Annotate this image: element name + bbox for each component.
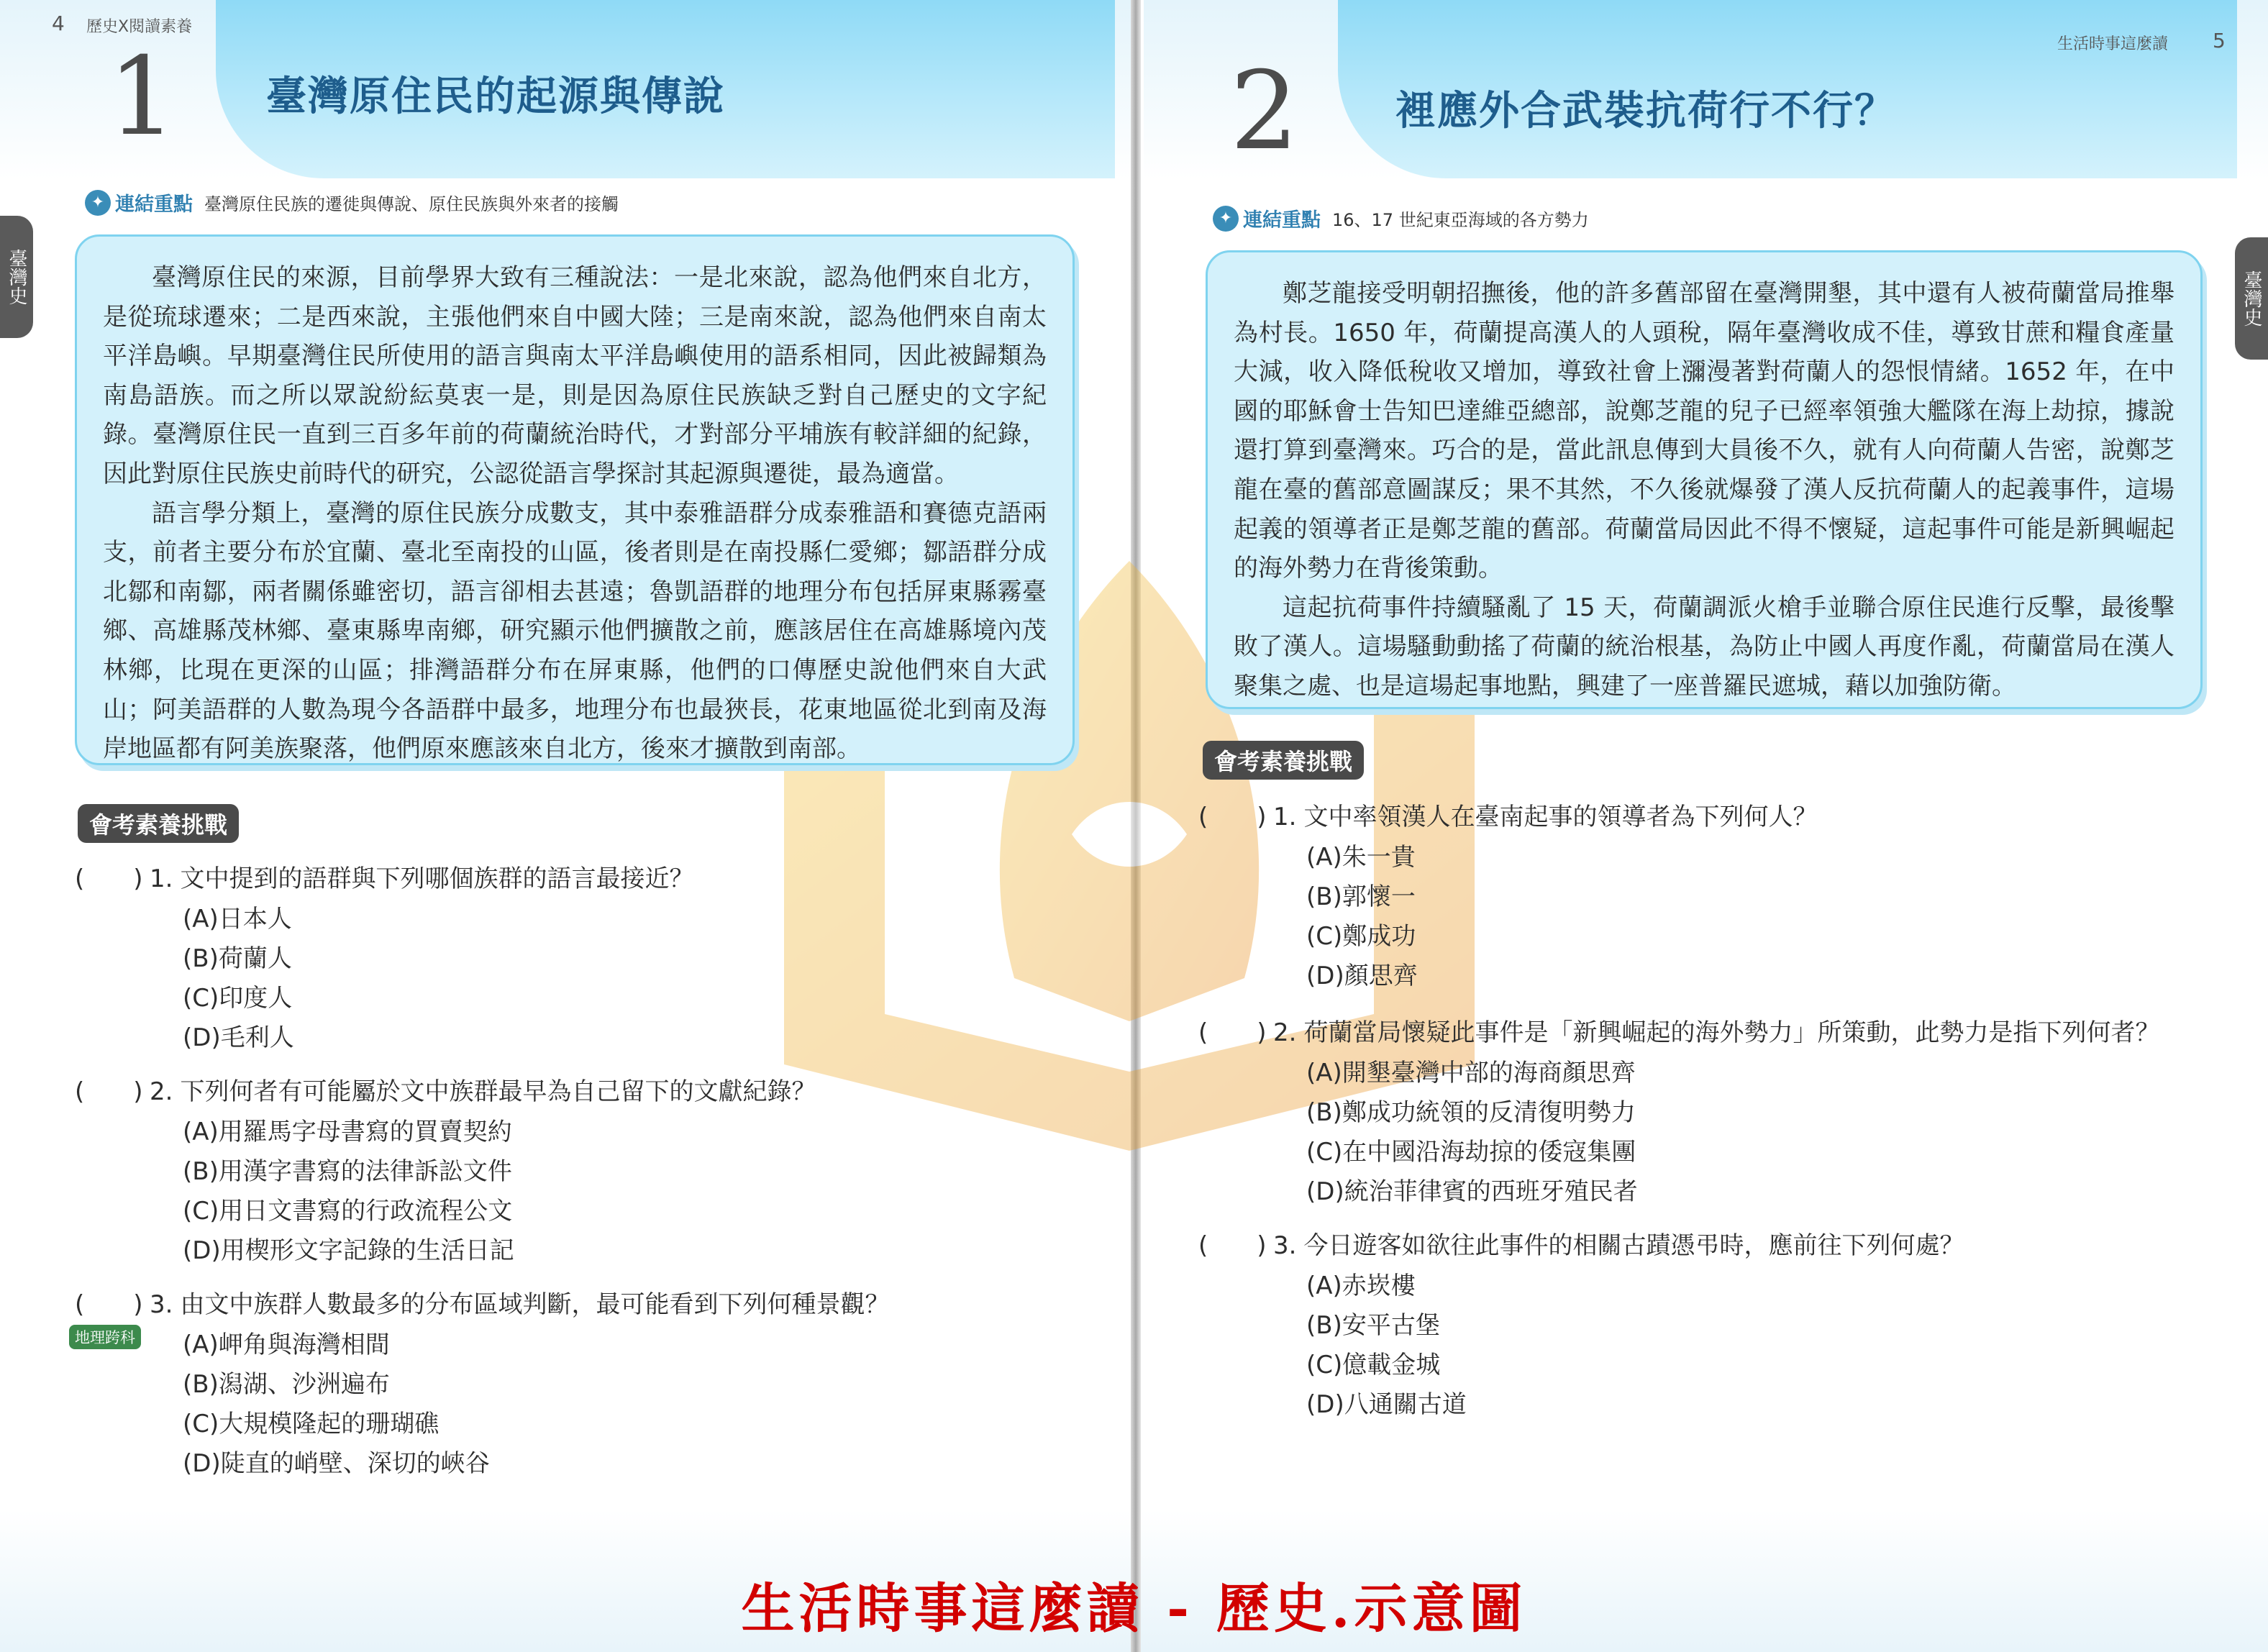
footer-caption: 生活時事這麼讀 - 歷史.示意圖 — [741, 1578, 1527, 1640]
question-text: 由文中族群人數最多的分布區域判斷，最可能看到下列何種景觀？ — [180, 1290, 890, 1319]
lesson-title: 臺灣原住民的起源與傳說 — [266, 73, 725, 120]
passage-paragraph: 鄭芝龍接受明朝招撫後，他的許多舊部留在臺灣開墾，其中還有人被荷蘭當局推舉為村長。1650 年，荷蘭提高漢人的人頭稅，隔年臺灣收成不佳，導致甘蔗和糧食產量大減，收入降低稅收又增加，導致社會上瀰漫著對荷蘭人的怨恨情緒。1652 年，在中國的耶穌會士告知巴達維亞總部，說鄭芝龍的兒子已經率領強大艦隊在海上劫掠，據說還打算到臺灣來。巧合的是，當此訊息傳到大員後不久，就有人向荷蘭人告密，說鄭芝龍在臺的舊部意圖謀反；果不其然，不久後就爆發了漢人反抗荷蘭人的起義事件，這場起義的領導者正是鄭芝龍的舊部。荷蘭當局因此不得不懷疑，這起事件可能是新興崛起的海外勢力在背後策動。 — [1234, 279, 2174, 583]
question-text: 下列何者有可能屬於文中族群最早為自己留下的文獻紀錄？ — [180, 1077, 816, 1106]
option[interactable]: (B)荷蘭人 — [183, 944, 292, 973]
option[interactable]: (D)陡直的峭壁、深切的峽谷 — [183, 1449, 490, 1478]
lightbulb-icon: ✦ — [1213, 206, 1239, 232]
option[interactable]: (B)安平古堡 — [1306, 1311, 1440, 1340]
answer-blank[interactable]: ( ) — [75, 1290, 143, 1319]
option[interactable]: (B)郭懷一 — [1306, 882, 1416, 911]
option[interactable]: (D)八通關古道 — [1306, 1390, 1467, 1419]
option[interactable]: (B)用漢字書寫的法律訴訟文件 — [183, 1157, 512, 1186]
option[interactable]: (C)印度人 — [183, 984, 293, 1013]
option[interactable]: (C)億載金城 — [1306, 1351, 1441, 1379]
question-2 — [75, 1072, 816, 1270]
link-focus-label: 連結重點 — [1243, 209, 1321, 232]
challenge-label: 會考素養挑戰 — [78, 804, 239, 843]
question-text: 文中率領漢人在臺南起事的領導者為下列何人？ — [1303, 803, 1818, 831]
question-number: 1. — [150, 864, 173, 893]
option[interactable]: (C)用日文書寫的行政流程公文 — [183, 1197, 513, 1226]
left-running-header: 歷史X閱讀素養 — [86, 18, 193, 36]
question-number: 3. — [150, 1290, 173, 1319]
challenge-label: 會考素養挑戰 — [1203, 741, 1364, 780]
link-focus-row — [85, 188, 619, 216]
answer-blank[interactable]: ( ) — [1198, 1231, 1267, 1260]
question-1 — [75, 859, 693, 1057]
option[interactable]: (B)潟湖、沙洲遍布 — [183, 1370, 390, 1399]
link-focus-row — [1213, 204, 1589, 232]
answer-blank[interactable]: ( ) — [75, 1077, 143, 1106]
option[interactable]: (C)在中國沿海劫掠的倭寇集團 — [1306, 1138, 1636, 1167]
lesson-number: 1 — [108, 35, 177, 160]
question-text: 荷蘭當局懷疑此事件是「新興崛起的海外勢力」所策動，此勢力是指下列何者？ — [1303, 1018, 2160, 1047]
question-3 — [1198, 1226, 1964, 1424]
answer-blank[interactable]: ( ) — [75, 864, 143, 893]
option[interactable]: (A)日本人 — [183, 905, 292, 934]
option[interactable]: (D)顏思齊 — [1306, 962, 1418, 990]
option[interactable]: (D)統治菲律賓的西班牙殖民者 — [1306, 1177, 1638, 1206]
question-number: 2. — [1273, 1018, 1297, 1047]
lesson-title: 裡應外合武裝抗荷行不行？ — [1395, 88, 1896, 134]
answer-blank[interactable]: ( ) — [1198, 803, 1267, 831]
right-running-header: 生活時事這麼讀 — [2057, 35, 2169, 53]
option[interactable]: (D)用楔形文字記錄的生活日記 — [183, 1236, 514, 1265]
right-page-number: 5 — [2213, 29, 2226, 53]
question-text: 文中提到的語群與下列哪個族群的語言最接近？ — [180, 864, 694, 893]
lightbulb-icon: ✦ — [85, 190, 111, 216]
left-page-number: 4 — [52, 12, 65, 35]
option[interactable]: (B)鄭成功統領的反清復明勢力 — [1306, 1098, 1636, 1127]
question-number: 1. — [1273, 803, 1297, 831]
option[interactable]: (A)岬角與海灣相間 — [183, 1331, 390, 1359]
question-1 — [1198, 797, 1817, 995]
answer-blank[interactable]: ( ) — [1198, 1018, 1267, 1047]
question-3 — [75, 1284, 889, 1483]
link-focus-text: 臺灣原住民族的遷徙與傳說、原住民族與外來者的接觸 — [204, 194, 619, 214]
question-number: 3. — [1273, 1231, 1297, 1260]
option[interactable]: (A)赤崁樓 — [1306, 1272, 1416, 1300]
option[interactable]: (A)用羅馬字母書寫的買賣契約 — [183, 1118, 512, 1146]
link-focus-text: 16、17 世紀東亞海域的各方勢力 — [1332, 210, 1589, 230]
option[interactable]: (C)大規模隆起的珊瑚礁 — [183, 1410, 440, 1438]
left-side-tab: 臺灣史 — [0, 216, 33, 338]
option[interactable]: (A)開墾臺灣中部的海商顏思齊 — [1306, 1059, 1636, 1087]
lesson-number: 2 — [1230, 49, 1299, 174]
option[interactable]: (C)鄭成功 — [1306, 922, 1416, 951]
reading-passage — [1206, 250, 2203, 709]
passage-paragraph: 這起抗荷事件持續騷亂了 15 天，荷蘭調派火槍手並聯合原住民進行反擊，最後擊敗了漢人。這場騷動動搖了荷蘭的統治根基，為防止中國人再度作亂，荷蘭當局在漢人聚集之處、也是這場起事地點，興建了一座普羅民遮城，藉以加強防衛。 — [1234, 593, 2174, 700]
right-side-tab: 臺灣史 — [2235, 237, 2268, 360]
question-text: 今日遊客如欲往此事件的相關古蹟憑弔時，應前往下列何處？ — [1303, 1231, 1964, 1260]
reading-passage — [75, 234, 1075, 765]
question-2 — [1198, 1013, 2159, 1211]
geography-crossover-tag: 地理跨科 — [69, 1325, 141, 1349]
passage-paragraph: 臺灣原住民的來源，目前學界大致有三種說法：一是北來說，認為他們來自北方，是從琉球遷來；二是西來說，主張他們來自中國大陸；三是南來說，認為他們來自南太平洋島嶼。早期臺灣住民所使用的語言與南太平洋島嶼使用的語系相同，因此被歸類為南島語族。而之所以眾說紛紜莫衷一是，則是因為原住民族缺乏對自己歷史的文字紀錄。臺灣原住民一直到三百多年前的荷蘭統治時代，才對部分平埔族有較詳細的紀錄，因此對原住民族史前時代的研究，公認從語言學探討其起源與遷徙，最為適當。 — [103, 263, 1047, 488]
question-number: 2. — [150, 1077, 173, 1106]
link-focus-label: 連結重點 — [115, 193, 193, 216]
option[interactable]: (D)毛利人 — [183, 1023, 294, 1052]
option[interactable]: (A)朱一貴 — [1306, 843, 1416, 872]
passage-paragraph: 語言學分類上，臺灣的原住民族分成數支，其中泰雅語群分成泰雅語和賽德克語兩支，前者主要分布於宜蘭、臺北至南投的山區，後者則是在南投縣仁愛鄉；鄒語群分成北鄒和南鄒，兩者關係雖密切，語言卻相去甚遠；魯凱語群的地理分布包括屏東縣霧臺鄉、高雄縣茂林鄉、臺東縣卑南鄉，研究顯示他們擴散之前，應該居住在高雄縣境內茂林鄉，比現在更深的山區；排灣語群分布在屏東縣，他們的口傳歷史說他們來自大武山；阿美語群的人數為現今各語群中最多，地理分布也最狹長，花東地區從北到南及海岸地區都有阿美族聚落，他們原來應該來自北方，後來才擴散到南部。 — [103, 498, 1047, 764]
